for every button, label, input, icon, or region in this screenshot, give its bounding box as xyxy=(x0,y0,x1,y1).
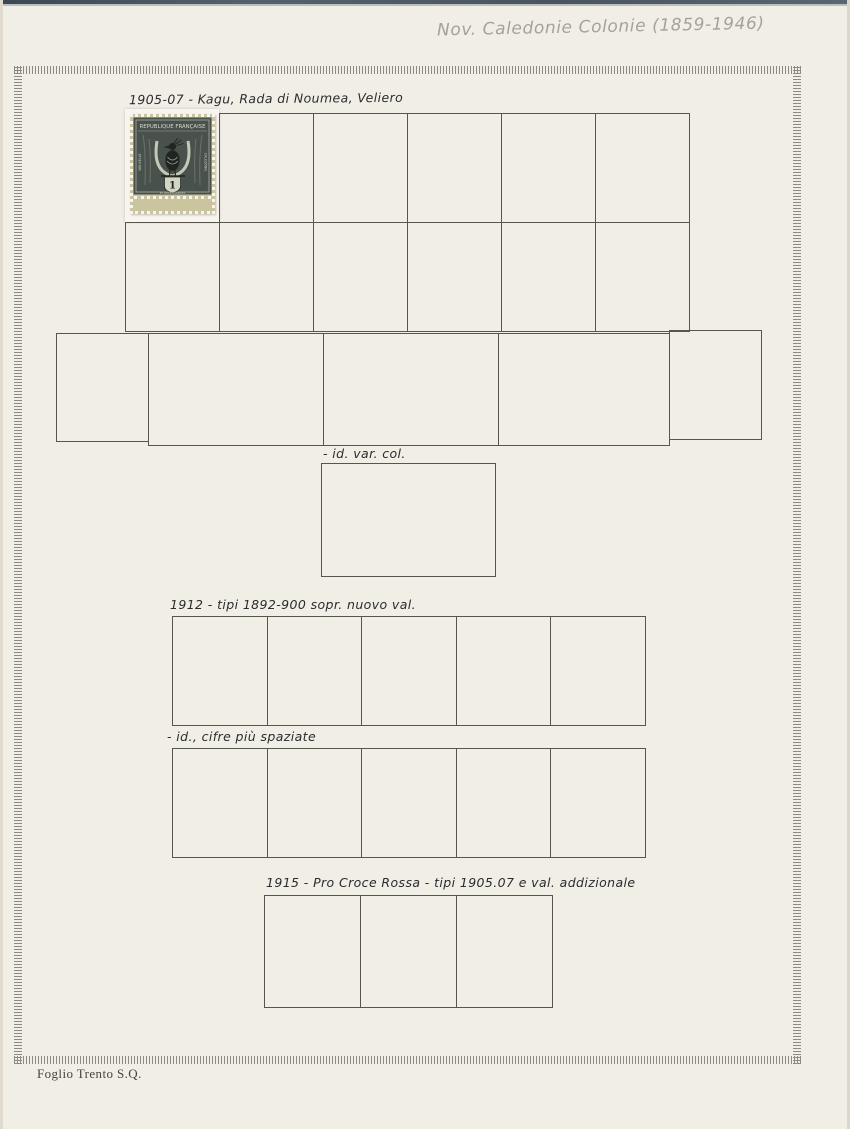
stamp-space xyxy=(551,749,645,857)
stamp-space xyxy=(498,333,670,446)
stamp-space xyxy=(502,114,596,222)
stamp-country-text: REPUBLIQUE FRANÇAISE xyxy=(139,124,207,130)
stamp-space xyxy=(596,114,689,222)
decorative-border-top xyxy=(14,66,801,74)
page-top-edge-shadow xyxy=(0,4,850,6)
stamp-value: 1 xyxy=(169,180,176,192)
stamp-space xyxy=(268,617,363,725)
pencil-title: Nov. Caledonie Colonie (1859-1946) xyxy=(436,13,765,41)
stamp-grid-row xyxy=(172,748,646,858)
stamp-space xyxy=(323,333,499,446)
stamp-space xyxy=(362,749,457,857)
stamp-space xyxy=(314,223,408,331)
stamp-1c-kagu xyxy=(130,114,215,214)
section5-caption: 1915 - Pro Croce Rossa - tipi 1905.07 e val. addizionale xyxy=(266,875,636,890)
stamp-space xyxy=(408,223,502,331)
stamp-perforation-row xyxy=(134,196,211,199)
decorative-border-right xyxy=(793,66,801,1064)
stamp-space xyxy=(669,330,762,440)
stamp-right-text: CALEDONIE xyxy=(203,152,208,172)
stamp-grid-row xyxy=(125,222,690,332)
stamp-space xyxy=(220,114,314,222)
stamp-grid-row xyxy=(264,895,553,1008)
stamp-space xyxy=(314,114,408,222)
stamp-space xyxy=(457,749,552,857)
section2-caption: - id. var. col. xyxy=(323,446,406,461)
stamp-space xyxy=(265,896,361,1007)
stamp-space xyxy=(408,114,502,222)
stamp-space xyxy=(321,463,496,577)
stamp-space xyxy=(56,333,149,442)
stamp-space xyxy=(173,749,268,857)
stamp-space xyxy=(126,223,220,331)
stamp-space xyxy=(457,617,552,725)
stamp-space xyxy=(502,223,596,331)
section3-caption: 1912 - tipi 1892-900 sopr. nuovo val. xyxy=(170,597,417,612)
section1-caption: 1905-07 - Kagu, Rada di Noumea, Veliero xyxy=(128,89,404,108)
stamp-space xyxy=(457,896,552,1007)
stamp-space xyxy=(220,223,314,331)
stamp-bottom-text: ET DEPENDANCES xyxy=(159,191,186,195)
stamp-space xyxy=(148,333,324,446)
stamp-space xyxy=(362,617,457,725)
decorative-border-left xyxy=(14,66,22,1064)
stamp-space xyxy=(268,749,363,857)
stamp-grid-row xyxy=(172,616,646,726)
stamp-space xyxy=(361,896,457,1007)
section4-caption: - id., cifre più spaziate xyxy=(167,729,317,744)
decorative-border-bottom xyxy=(14,1056,801,1064)
stamp-space xyxy=(173,617,268,725)
page-left-edge xyxy=(0,0,3,1129)
stamp-left-text: NOUVELLE xyxy=(138,153,142,171)
stamp-space xyxy=(551,617,645,725)
stamp-space xyxy=(596,223,689,331)
stamp-engraving xyxy=(133,117,212,195)
sheet-imprint: Foglio Trento S.Q. xyxy=(37,1066,142,1081)
